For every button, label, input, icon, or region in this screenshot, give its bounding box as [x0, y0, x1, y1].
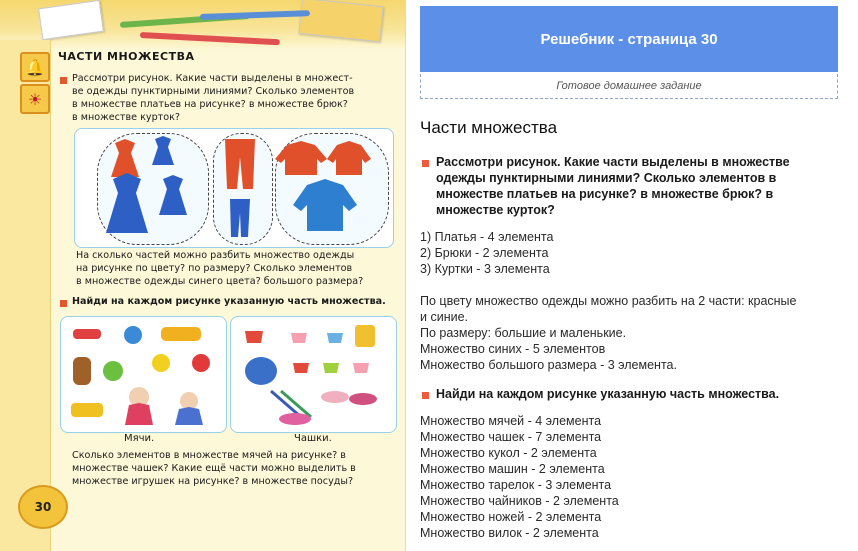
a1-line-1: 1) Платья - 4 элемента	[420, 230, 554, 244]
a2-line-5: Множество тарелок - 3 элемента	[420, 478, 612, 492]
subtitle-box	[420, 74, 838, 99]
pencil-blue	[200, 10, 310, 20]
a2-line-3: Множество кукол - 2 элемента	[420, 446, 597, 460]
a1-line-3: 3) Куртки - 3 элемента	[420, 262, 550, 276]
subtitle: Готовое домашнее задание	[556, 80, 702, 92]
question-bullet	[422, 160, 429, 167]
pencil-red	[140, 32, 280, 45]
task-bullet	[60, 77, 67, 84]
q1-line-4: множестве курток?	[436, 203, 555, 217]
a2-line-6: Множество чайников - 2 элемента	[420, 494, 619, 508]
textbook-page	[0, 0, 406, 551]
textbook-title: ЧАСТИ МНОЖЕСТВА	[58, 50, 195, 63]
a1-line-2: 2) Брюки - 2 элемента	[420, 246, 549, 260]
question-line-1: На сколько частей можно разбить множество одежды	[76, 250, 355, 261]
task1-line-1: Рассмотри рисунок. Какие части выделены в множест-	[72, 73, 353, 84]
question-line-3: в множестве одежды синего цвета? большого размера?	[76, 276, 364, 287]
solution-panel	[420, 0, 838, 551]
a2-line-8: Множество вилок - 2 элемента	[420, 526, 599, 540]
toys-picture	[60, 316, 227, 433]
notebook-image	[38, 0, 104, 40]
task1-line-3: в множестве платьев на рисунке? в множестве брюк?	[72, 99, 348, 110]
a2-line-4: Множество машин - 2 элемента	[420, 462, 605, 476]
dishes-picture	[230, 316, 397, 433]
toys-drawing	[61, 317, 226, 432]
a2-line-2: Множество чашек - 7 элемента	[420, 430, 602, 444]
clothing-picture	[74, 128, 394, 248]
a2-line-1: Множество мячей - 4 элемента	[420, 414, 602, 428]
a1b-line-2: и синие.	[420, 310, 468, 324]
section-title: Части множества	[420, 118, 558, 137]
caption-balls: Мячи.	[124, 433, 155, 444]
bell-icon: 🔔	[20, 52, 50, 82]
caption-cups: Чашки.	[294, 433, 332, 444]
question-line-2: на рисунке по цвету? по размеру? Сколько элементов	[76, 263, 353, 274]
bottom-line-2: множестве чашек? Какие ещё части можно выделить в	[72, 463, 356, 474]
a1b-line-1: По цвету множество одежды можно разбить на 2 части: красные	[420, 294, 797, 308]
question-bullet	[422, 392, 429, 399]
a2-line-7: Множество ножей - 2 элемента	[420, 510, 602, 524]
sun-icon: ☀	[20, 84, 50, 114]
a1b-line-4: Множество синих - 5 элементов	[420, 342, 606, 356]
a1b-line-3: По размеру: большие и маленькие.	[420, 326, 627, 340]
q1-line-1: Рассмотри рисунок. Какие части выделены в множестве	[436, 155, 790, 169]
page-number-badge: 30	[18, 485, 68, 529]
bottom-line-3: множестве игрушек на рисунке? в множестве посуды?	[72, 476, 354, 487]
task1-line-4: в множестве курток?	[72, 112, 181, 123]
textbook-sidebar	[0, 40, 51, 551]
desk-decoration	[0, 0, 405, 50]
q2-text: Найди на каждом рисунке указанную часть множества.	[436, 387, 780, 401]
task1-line-2: ве одежды пунктирными линиями? Сколько элементов	[72, 86, 355, 97]
banner-title: Решебник - страница 30	[540, 30, 718, 48]
solution-banner	[420, 6, 838, 72]
task2-text: Найди на каждом рисунке указанную часть множества.	[72, 296, 386, 307]
bottom-line-1: Сколько элементов в множестве мячей на рисунке? в	[72, 450, 346, 461]
q1-line-2: одежды пунктирными линиями? Сколько элементов в	[436, 171, 777, 185]
task-bullet	[60, 300, 67, 307]
a1b-line-5: Множество большого размера - 3 элемента.	[420, 358, 677, 372]
clothing-drawing	[75, 129, 393, 247]
q1-line-3: множестве платьев на рисунке? в множестве брюк? в	[436, 187, 774, 201]
book-image	[298, 0, 383, 42]
dishes-drawing	[231, 317, 396, 432]
